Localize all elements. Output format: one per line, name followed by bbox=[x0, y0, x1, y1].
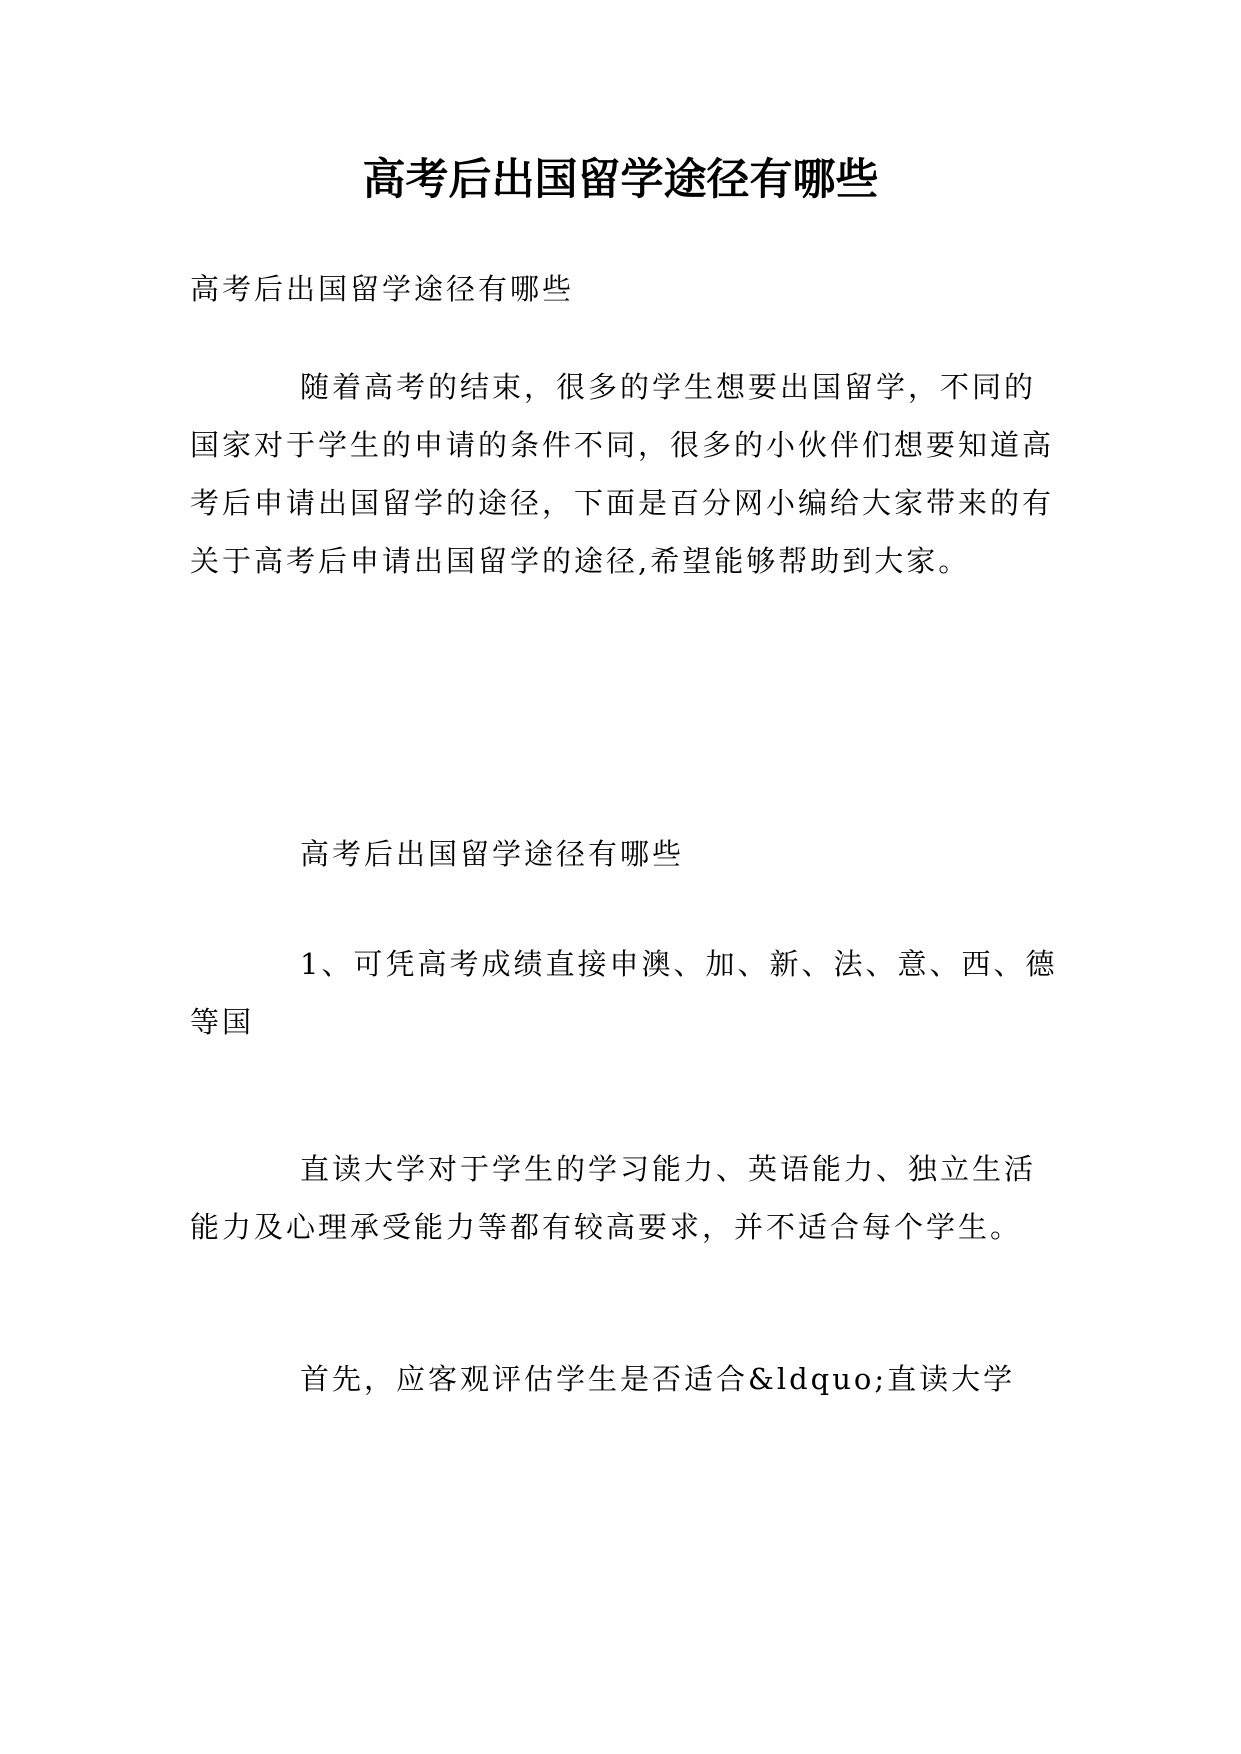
list-item-1: 1、可凭高考成绩直接申澳、加、新、法、意、西、德等国 bbox=[190, 947, 1058, 1039]
intro-paragraph: 随着高考的结束，很多的学生想要出国留学，不同的国家对于学生的申请的条件不同，很多的小伙伴们想要知道高考后申请出国留学的途径，下面是百分网小编给大家带来的有关于高考后申请出国留学的途径,希望能够帮助到大家。 bbox=[190, 370, 1055, 578]
section-heading: 高考后出国留学途径有哪些 bbox=[300, 837, 685, 871]
document-title: 高考后出国留学途径有哪些 bbox=[362, 155, 879, 205]
document-subtitle: 高考后出国留学途径有哪些 bbox=[190, 272, 575, 306]
body-paragraph-2: 首先，应客观评估学生是否适合&ldquo;直读大学 bbox=[300, 1362, 1016, 1396]
body-paragraph-1: 直读大学对于学生的学习能力、英语能力、独立生活能力及心理承受能力等都有较高要求，并不适合每个学生。 bbox=[190, 1152, 1037, 1244]
